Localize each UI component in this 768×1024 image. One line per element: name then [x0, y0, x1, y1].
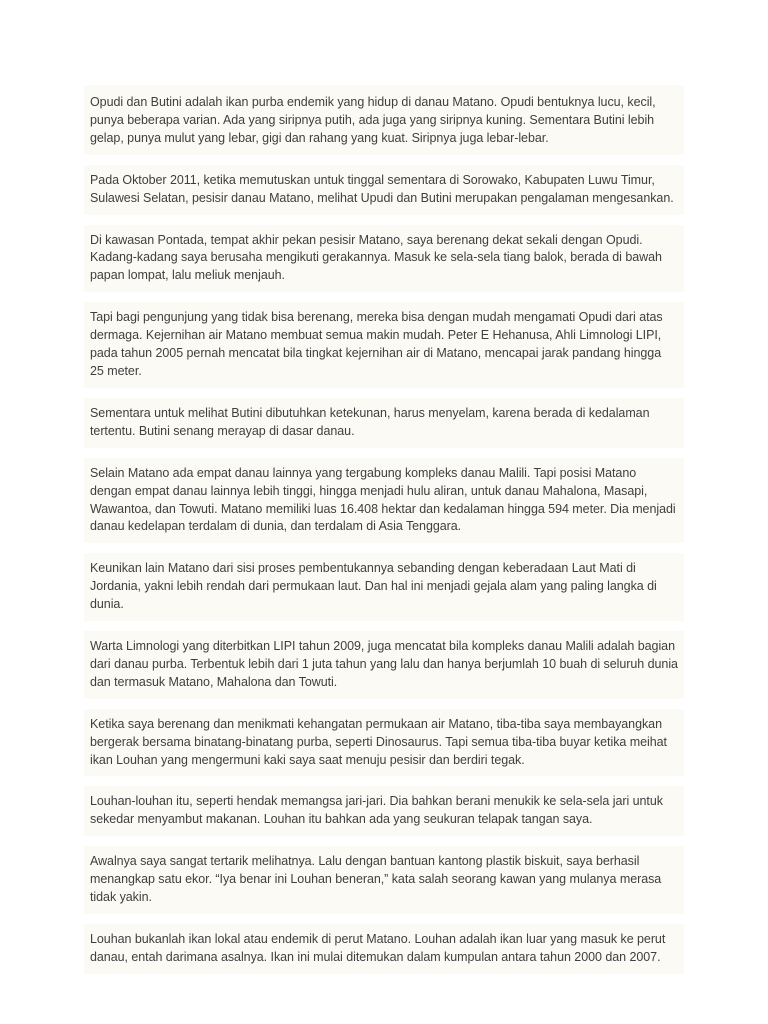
paragraph-2: Pada Oktober 2011, ketika memutuskan untuk tinggal sementara di Sorowako, Kabupaten Luwu Timur, Sulawesi Selatan, pesisir danau Matano, melihat Upudi dan Butini merupakan pengalaman mengesankan. [84, 165, 684, 215]
paragraph-gap [84, 621, 684, 631]
paragraph-gap [84, 215, 684, 225]
paragraph-5: Sementara untuk melihat Butini dibutuhkan ketekunan, harus menyelam, karena berada di kedalaman tertentu. Butini senang merayap di dasar danau. [84, 398, 684, 448]
paragraph-8: Warta Limnologi yang diterbitkan LIPI tahun 2009, juga mencatat bila kompleks danau Malili adalah bagian dari danau purba. Terbentuk lebih dari 1 juta tahun yang lalu dan hanya berjumlah 10 buah di seluruh dunia dan termasuk Matano, Mahalona dan Towuti. [84, 631, 684, 699]
paragraph-1: Opudi dan Butini adalah ikan purba endemik yang hidup di danau Matano. Opudi bentuknya lucu, kecil, punya beberapa varian. Ada yang siripnya putih, ada juga yang siripnya kuning. Sementara Butini lebih gelap, punya mulut yang lebar, gigi dan rahang yang kuat. Siripnya juga lebar-lebar. [84, 85, 684, 155]
paragraph-gap [84, 388, 684, 398]
paragraph-3: Di kawasan Pontada, tempat akhir pekan pesisir Matano, saya berenang dekat sekali dengan Opudi. Kadang-kadang saya berusaha mengikuti gerakannya. Masuk ke sela-sela tiang balok, berada di bawah papan lompat, lalu meliuk menjauh. [84, 225, 684, 293]
paragraph-9: Ketika saya berenang dan menikmati kehangatan permukaan air Matano, tiba-tiba saya membayangkan bergerak bersama binatang-binatang purba, seperti Dinosaurus. Tapi semua tiba-tiba buyar ketika meihat ikan Louhan yang mengermuni kaki saya saat menuju pesisir dan berdiri tegak. [84, 709, 684, 777]
paragraph-12: Louhan bukanlah ikan lokal atau endemik di perut Matano. Louhan adalah ikan luar yang masuk ke perut danau, entah darimana asalnya. Ikan ini mulai ditemukan dalam kumpulan antara tahun 2000 dan 2007. [84, 924, 684, 974]
paragraph-gap [84, 448, 684, 458]
paragraph-gap [84, 699, 684, 709]
paragraph-6: Selain Matano ada empat danau lainnya yang tergabung kompleks danau Malili. Tapi posisi Matano dengan empat danau lainnya lebih tinggi, hingga menjadi hulu aliran, untuk danau Mahalona, Masapi, Wawantoa, dan Towuti. Matano memiliki luas 16.408 hektar dan kedalaman hingga 594 meter. Dia menjadi danau kedelapan terdalam di dunia, dan terdalam di Asia Tenggara. [84, 458, 684, 544]
paragraph-4: Tapi bagi pengunjung yang tidak bisa berenang, mereka bisa dengan mudah mengamati Opudi dari atas dermaga. Kejernihan air Matano membuat semua makin mudah. Peter E Hehanusa, Ahli Limnologi LIPI, pada tahun 2005 pernah mencatat bila tingkat kejernihan air di Matano, mencapai jarak pandang hingga 25 meter. [84, 302, 684, 388]
paragraph-gap [84, 836, 684, 846]
paragraph-gap [84, 543, 684, 553]
paragraph-gap [84, 292, 684, 302]
paragraph-gap [84, 914, 684, 924]
paragraph-gap [84, 155, 684, 165]
paragraph-10: Louhan-louhan itu, seperti hendak memangsa jari-jari. Dia bahkan berani menukik ke sela-sela jari untuk sekedar menyambut makanan. Louhan itu bahkan ada yang seukuran telapak tangan saya. [84, 786, 684, 836]
paragraph-7: Keunikan lain Matano dari sisi proses pembentukannya sebanding dengan keberadaan Laut Mati di Jordania, yakni lebih rendah dari permukaan laut. Dan hal ini menjadi gejala alam yang paling langka di dunia. [84, 553, 684, 621]
paragraph-11: Awalnya saya sangat tertarik melihatnya. Lalu dengan bantuan kantong plastik biskuit, saya berhasil menangkap satu ekor. “Iya benar ini Louhan beneran,” kata salah seorang kawan yang mulanya merasa tidak yakin. [84, 846, 684, 914]
paragraph-gap [84, 776, 684, 786]
article-body [84, 85, 684, 974]
